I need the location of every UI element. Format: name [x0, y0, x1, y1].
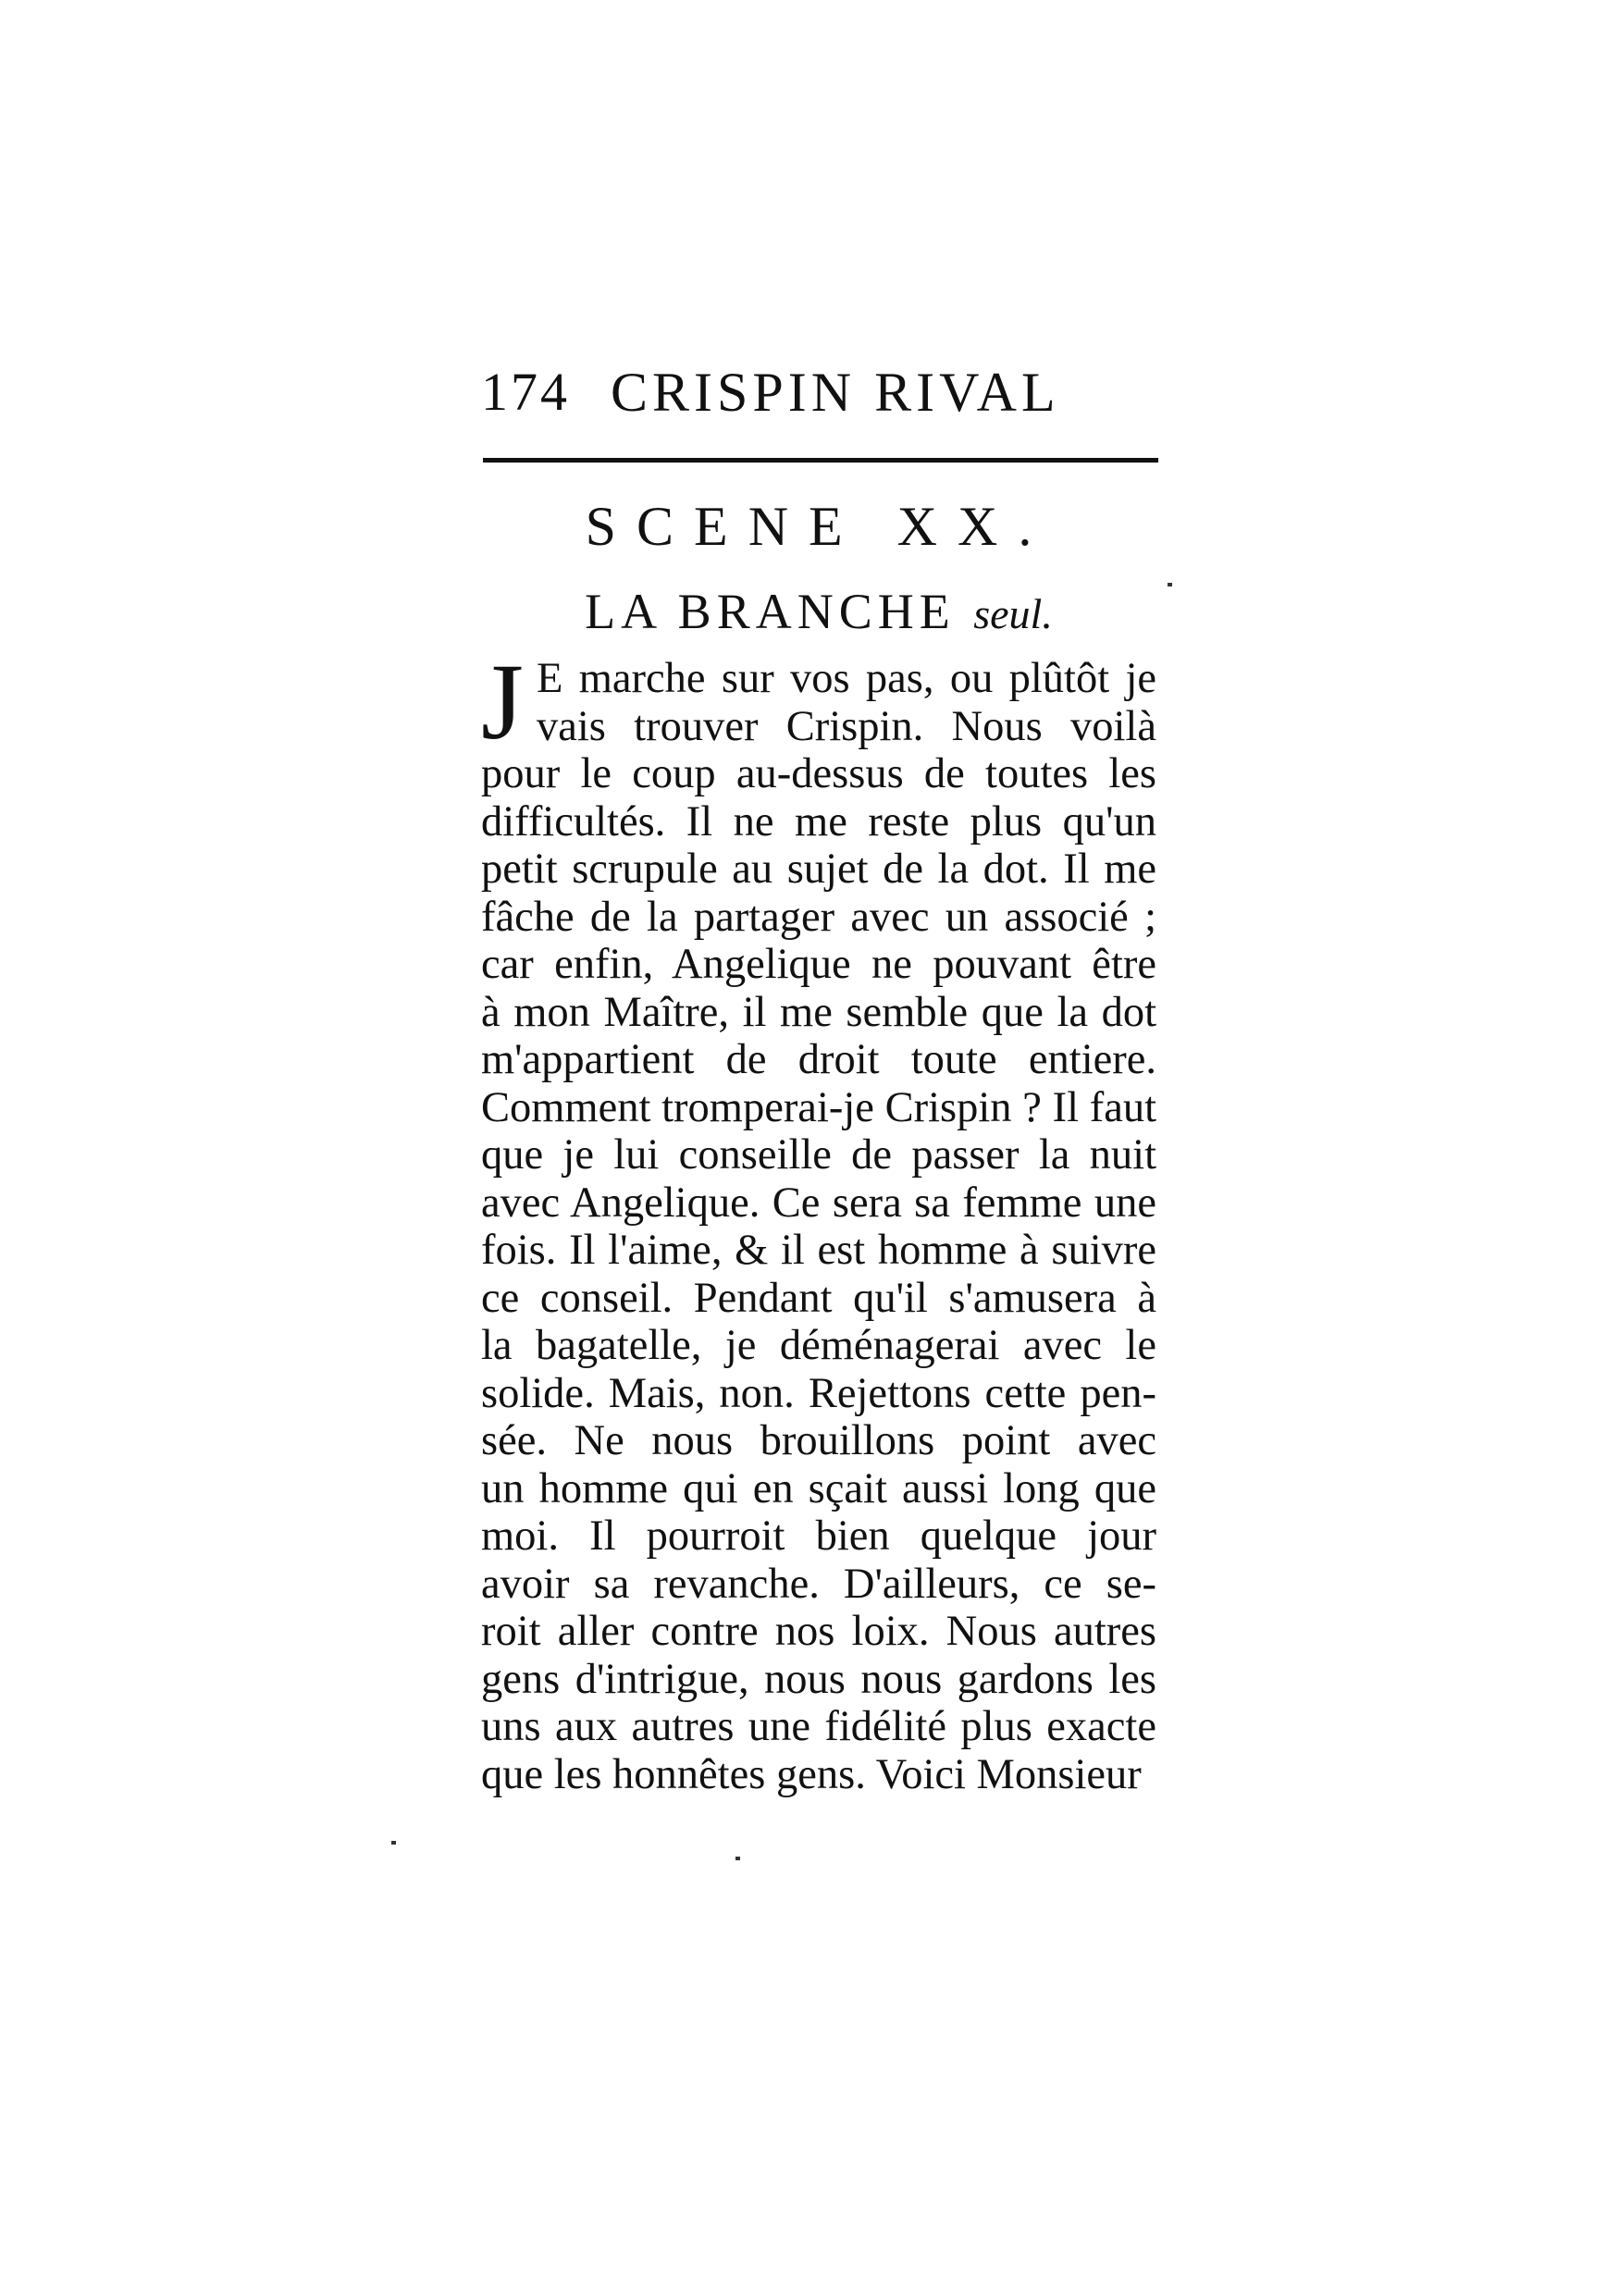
text-line: petit scrupule au sujet de la dot. Il me	[481, 846, 1156, 893]
text-line: vais trouver Crispin. Nous voilà	[537, 702, 1156, 750]
drop-cap: J	[481, 641, 524, 762]
text-line: ce conseil. Pendant qu'il s'amusera à	[481, 1274, 1156, 1322]
text-line: solide. Mais, non. Rejettons cette pen-	[481, 1369, 1156, 1417]
ink-speck	[391, 1841, 396, 1845]
text-line: à mon Maître, il me semble que la dot	[481, 988, 1156, 1036]
text-line: difficultés. Il ne me reste plus qu'un	[481, 797, 1156, 846]
speaker-note: seul.	[973, 590, 1053, 637]
running-header	[481, 361, 1166, 435]
text-line: avec Angelique. Ce sera sa femme une	[481, 1179, 1156, 1227]
text-line: la bagatelle, je déménagerai avec le	[481, 1322, 1156, 1369]
text-line: moi. Il pourroit bien quelque jour	[481, 1512, 1156, 1560]
ink-speck	[1168, 583, 1172, 586]
text-line: Comment tromperai-je Crispin ? Il faut	[481, 1083, 1156, 1131]
text-line: avoir sa revanche. D'ailleurs, ce se-	[481, 1560, 1156, 1608]
header-rule	[483, 458, 1158, 463]
text-line: un homme qui en sçait aussi long que	[481, 1464, 1156, 1512]
speaker-name: LA BRANCHE	[585, 584, 956, 639]
text-line: E marche sur vos pas, ou plûtôt je	[537, 655, 1156, 702]
text-line: fâche de la partager avec un associé ;	[481, 893, 1156, 941]
text-line: roit aller contre nos loix. Nous autres	[481, 1608, 1156, 1655]
text-line: que je lui conseille de passer la nuit	[481, 1131, 1156, 1179]
text-line: fois. Il l'aime, & il est homme à suivre	[481, 1227, 1156, 1274]
text-line: car enfin, Angelique ne pouvant être	[481, 941, 1156, 988]
speaker-heading	[481, 583, 1156, 640]
text-line: pour le coup au-dessus de toutes les	[481, 750, 1156, 797]
scene-title: SCENE XX.	[585, 496, 1053, 557]
text-line: sée. Ne nous brouillons point avec	[481, 1417, 1156, 1464]
ink-speck	[735, 1857, 740, 1860]
text-line: uns aux autres une fidélité plus exacte	[481, 1703, 1156, 1750]
text-line: que les honnêtes gens. Voici Monsieur	[481, 1750, 1142, 1798]
monologue-text	[481, 641, 1156, 1798]
text-line: gens d'intrigue, nous nous gardons les	[481, 1655, 1156, 1703]
text-line: m'appartient de droit toute entiere.	[481, 1036, 1156, 1083]
page-number: 174	[481, 362, 570, 422]
running-title: CRISPIN RIVAL	[611, 362, 1060, 423]
